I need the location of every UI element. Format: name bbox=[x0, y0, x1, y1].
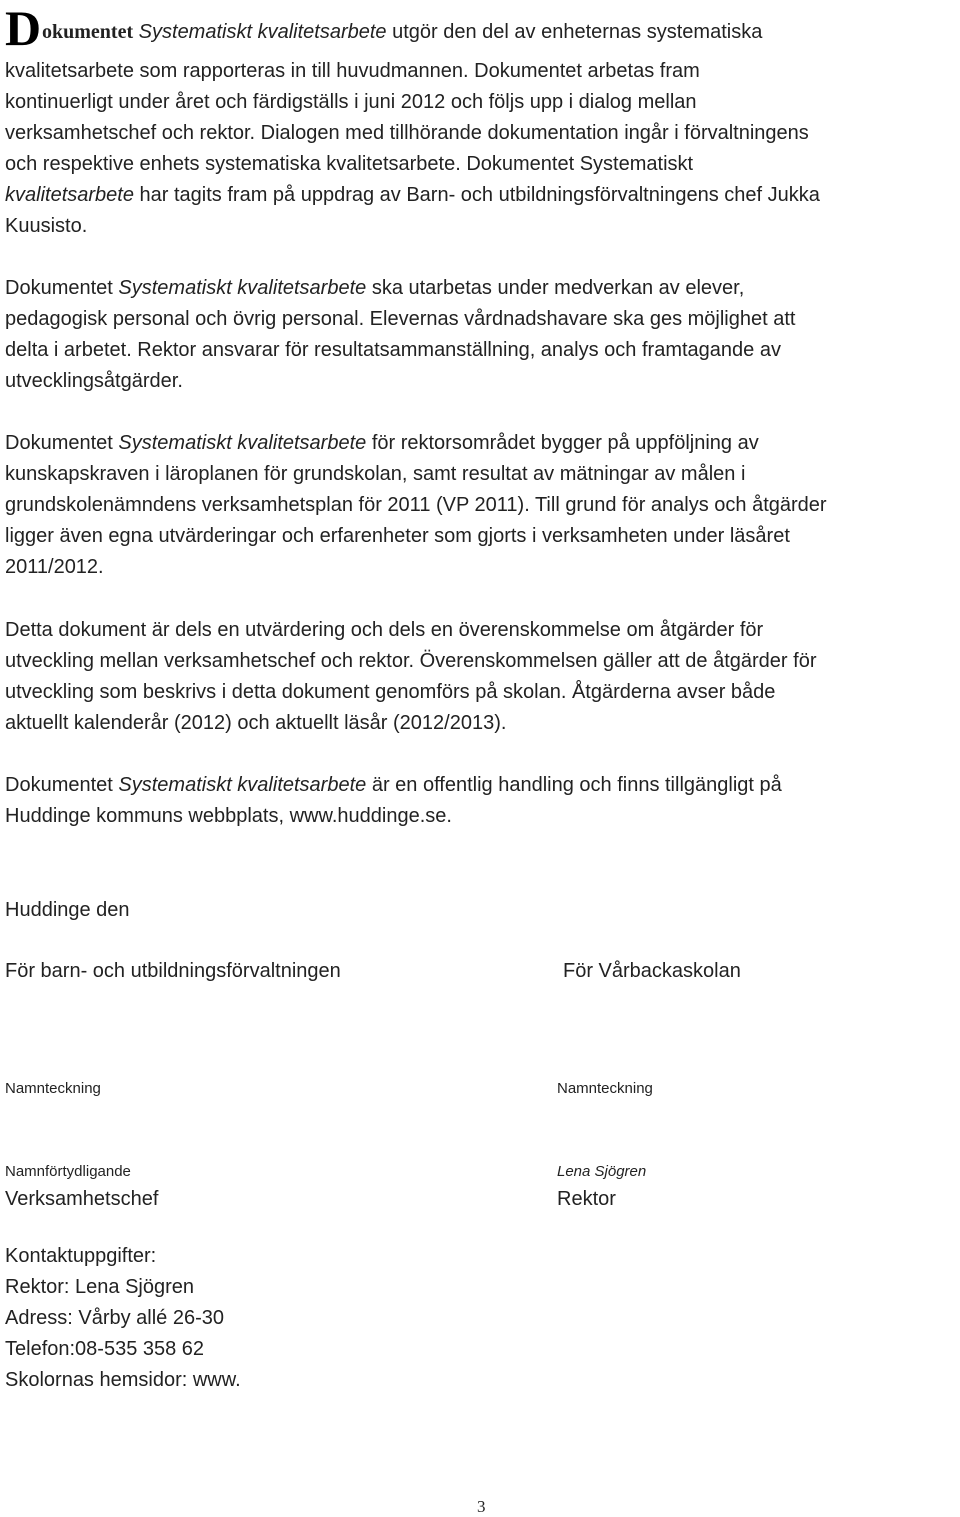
right-signature-label: Namnteckning bbox=[557, 1080, 653, 1097]
intro-line-7: Kuusisto. bbox=[5, 215, 88, 237]
document-title-italic: Systematiskt kvalitetsarbete bbox=[118, 277, 367, 299]
left-signatory-heading: För barn- och utbildningsförvaltningen bbox=[5, 960, 341, 982]
publication-line-2: Huddinge kommuns webbplats, www.huddinge.se. bbox=[5, 805, 452, 827]
intro-line-4: verksamhetschef och rektor. Dialogen med tillhörande dokumentation ingår i förvaltningens bbox=[5, 122, 809, 144]
document-title-italic: kvalitetsarbete bbox=[5, 184, 134, 206]
text: Dokumentet bbox=[5, 774, 119, 796]
contact-phone: Telefon:08-535 358 62 bbox=[5, 1338, 205, 1360]
basis-line-2: kunskapskraven i läroplanen för grundskolan, samt resultat av mätningar av målen i bbox=[5, 463, 746, 485]
basis-line-5: 2011/2012. bbox=[5, 556, 104, 578]
agreement-line-3: utveckling som beskrivs i detta dokument genomförs på skolan. Åtgärderna avser både bbox=[5, 681, 776, 703]
text: ska utarbetas under medverkan av elever, bbox=[366, 277, 745, 299]
contact-address: Adress: Vårby allé 26-30 bbox=[5, 1307, 225, 1329]
intro-line-2: kvalitetsarbete som rapporteras in till huvudmannen. Dokumentet arbetas fram bbox=[5, 60, 700, 82]
intro-line-1-rest: utgör den del av enheternas systematiska bbox=[386, 21, 763, 43]
participation-line-1 bbox=[5, 278, 744, 300]
intro-line-3: kontinuerligt under året och färdigställs i juni 2012 och följs upp i dialog mellan bbox=[5, 91, 697, 113]
text: Dokumentet bbox=[5, 277, 119, 299]
contact-rektor: Rektor: Lena Sjögren bbox=[5, 1276, 195, 1298]
right-signatory-name: Lena Sjögren bbox=[557, 1163, 647, 1180]
intro-line-6-rest: har tagits fram på uppdrag av Barn- och utbildningsförvaltningens chef Jukka bbox=[133, 184, 820, 206]
document-title-italic: Systematiskt kvalitetsarbete bbox=[118, 432, 367, 454]
agreement-line-2: utveckling mellan verksamhetschef och rektor. Överenskommelsen gäller att de åtgärder för bbox=[5, 650, 817, 672]
left-signatory-title: Verksamhetschef bbox=[5, 1188, 159, 1210]
document-title-italic: Systematiskt kvalitetsarbete bbox=[133, 21, 387, 43]
right-signatory-title: Rektor bbox=[557, 1188, 616, 1210]
intro-line-5: och respektive enhets systematiska kvalitetsarbete. Dokumentet Systematiskt bbox=[5, 153, 694, 175]
document-title-italic: Systematiskt kvalitetsarbete bbox=[118, 774, 367, 796]
dropcap: D bbox=[5, 0, 42, 56]
contact-websites: Skolornas hemsidor: www. bbox=[5, 1369, 241, 1391]
agreement-line-1: Detta dokument är dels en utvärdering och dels en överenskommelse om åtgärder för bbox=[5, 619, 764, 641]
text: Dokumentet bbox=[5, 432, 119, 454]
participation-line-3: delta i arbetet. Rektor ansvarar för resultatsammanställning, analys och framtagande av bbox=[5, 339, 781, 361]
intro-lead-word: okumentet bbox=[42, 21, 134, 43]
participation-line-2: pedagogisk personal och övrig personal. Elevernas vårdnadshavare ska ges möjlighet att bbox=[5, 308, 796, 330]
right-signatory-heading: För Vårbackaskolan bbox=[563, 960, 741, 982]
text: för rektorsområdet bygger på uppföljning av bbox=[366, 432, 759, 454]
publication-line-1 bbox=[5, 775, 782, 797]
left-name-label: Namnförtydligande bbox=[5, 1163, 131, 1180]
participation-line-4: utvecklingsåtgärder. bbox=[5, 370, 183, 392]
intro-line-6 bbox=[5, 185, 820, 207]
text: är en offentlig handling och finns tillgängligt på bbox=[366, 774, 782, 796]
basis-line-4: ligger även egna utvärderingar och erfarenheter som gjorts i verksamheten under läsåret bbox=[5, 525, 790, 547]
agreement-line-4: aktuellt kalenderår (2012) och aktuellt läsår (2012/2013). bbox=[5, 712, 507, 734]
place-date-label: Huddinge den bbox=[5, 899, 130, 921]
basis-line-3: grundskolenämndens verksamhetsplan för 2011 (VP 2011). Till grund för analys och åtgärder bbox=[5, 494, 827, 516]
left-signature-label: Namnteckning bbox=[5, 1080, 101, 1097]
contact-heading: Kontaktuppgifter: bbox=[5, 1245, 157, 1267]
page-number: 3 bbox=[477, 1497, 486, 1516]
basis-line-1 bbox=[5, 433, 759, 455]
intro-line-1 bbox=[42, 22, 762, 44]
